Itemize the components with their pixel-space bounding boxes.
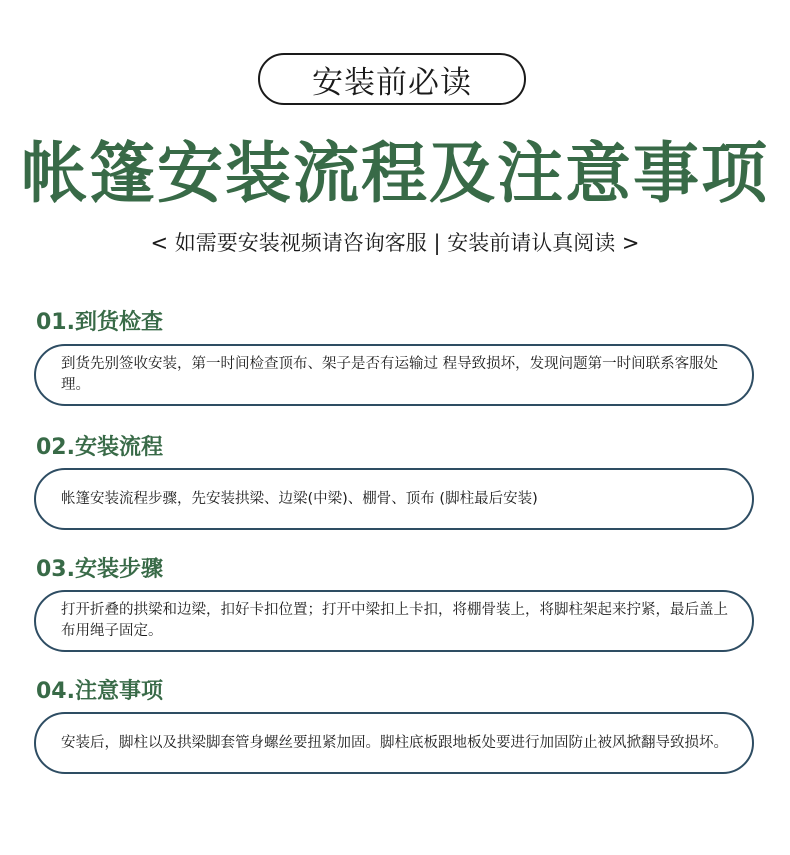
section-box-install-steps bbox=[34, 590, 754, 652]
page-subtitle: < 如需要安装视频请咨询客服 | 安装前请认真阅读 > bbox=[150, 231, 640, 255]
section-title-arrival-check: 01.到货检查 bbox=[36, 310, 163, 335]
must-read-badge bbox=[258, 53, 526, 105]
section-text-precautions: 安装后，脚柱以及拱梁脚套管身螺丝要扭紧加固。脚柱底板跟地板处要进行加固防止被风掀翻导致损坏。 bbox=[61, 734, 728, 751]
section-text-arrival-check: 到货先别签收安装，第一时间检查顶布、架子是否有运输过 程导致损坏，发现问题第一时间联系客服处理。 bbox=[61, 356, 719, 393]
section-box-install-process bbox=[34, 468, 754, 530]
section-title-install-process: 02.安装流程 bbox=[36, 435, 163, 460]
badge-label: 安装前必读 bbox=[312, 64, 472, 101]
section-text-install-process: 帐篷安装流程步骤，先安装拱梁、边梁(中梁)、棚骨、顶布 (脚柱最后安装) bbox=[61, 490, 538, 507]
section-box-arrival-check bbox=[34, 344, 754, 406]
section-title-install-steps: 03.安装步骤 bbox=[36, 557, 163, 582]
section-text-install-steps: 打开折叠的拱梁和边梁，扣好卡扣位置；打开中梁扣上卡扣，将棚骨装上，将脚柱架起来拧紧，最后盖上布用绳子固定。 bbox=[61, 602, 728, 639]
section-box-precautions bbox=[34, 712, 754, 774]
section-title-precautions: 04.注意事项 bbox=[36, 679, 163, 704]
page-title: 帐篷安装流程及注意事项 bbox=[21, 135, 769, 212]
